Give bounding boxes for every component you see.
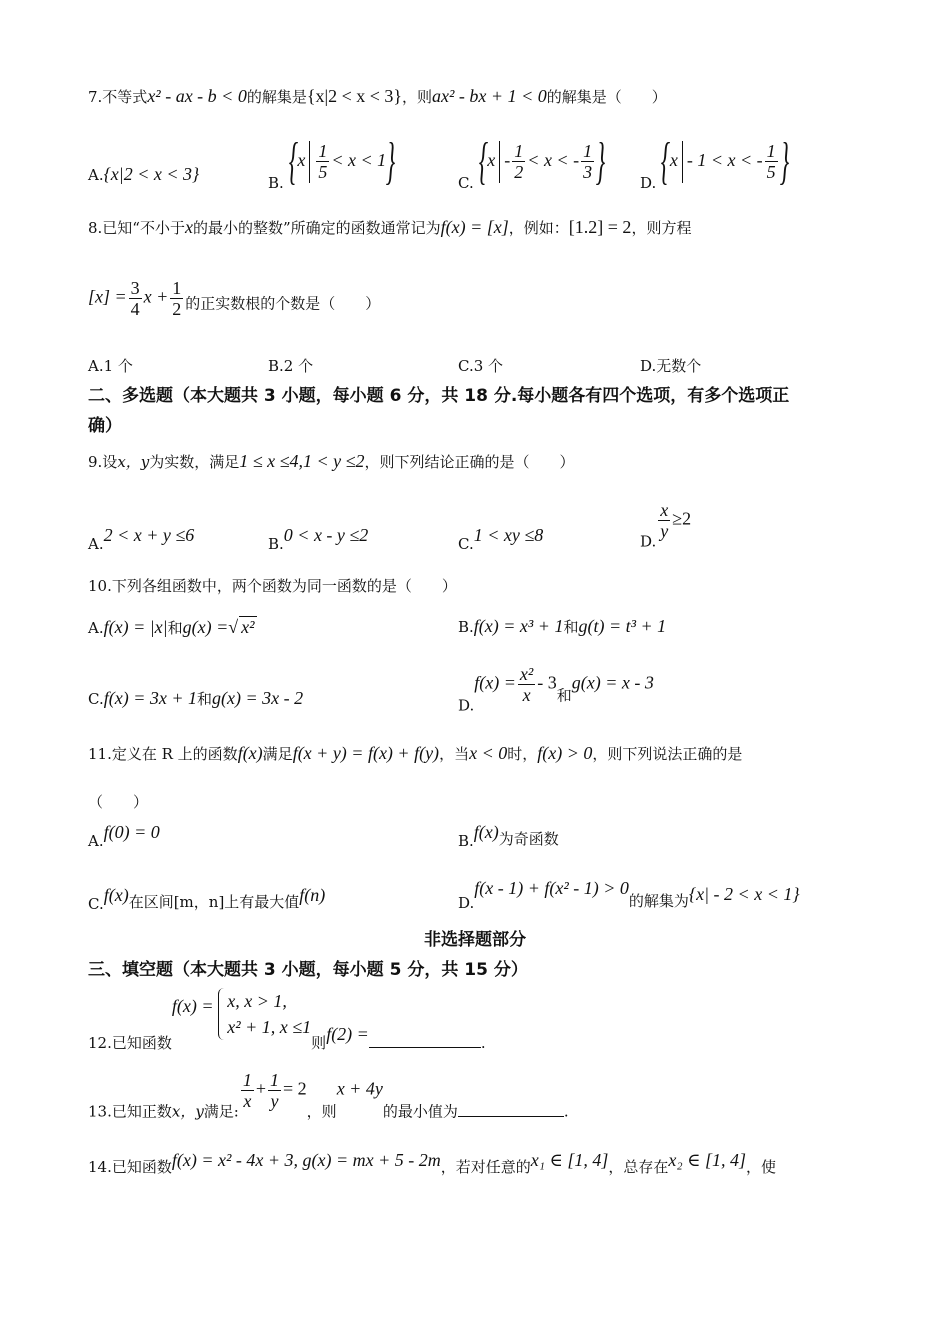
q11-option-b[interactable] <box>458 822 559 851</box>
q8-x: x <box>184 217 193 237</box>
q10-d-and: 和 <box>556 686 572 705</box>
q8-equation-line <box>88 278 380 319</box>
left-brace: { <box>478 132 488 190</box>
right-brace: } <box>779 132 789 190</box>
q8-mid: 的最小的整数”所确定的函数通常记为 <box>192 219 441 237</box>
q9-option-c-value: 1 < xy ≤8 <box>473 525 544 545</box>
q14-pre: 14.已知函数 <box>88 1158 172 1176</box>
q7-c-den1: 2 <box>514 162 524 183</box>
q7-option-c-value <box>479 130 605 192</box>
q13-num2: 1 <box>270 1070 280 1090</box>
q9-mid: 为实数，满足 <box>149 453 240 471</box>
q13-post: 的最小值为 <box>382 1102 458 1121</box>
q11-d-inequality: f(x - 1) + f(x² - 1) > 0 <box>474 878 629 898</box>
q14-x2: x₂ ∈ [1, 4] <box>668 1150 746 1170</box>
q11-option-c[interactable] <box>88 885 325 914</box>
q10-option-b[interactable] <box>458 616 666 637</box>
q14-post: ，使 <box>745 1158 776 1176</box>
q9-option-d-label: D. <box>640 532 657 551</box>
q9-option-c[interactable] <box>458 525 543 554</box>
q7-d-frac <box>765 141 778 182</box>
left-brace: { <box>660 132 671 190</box>
q9-vars: x，y <box>117 453 150 471</box>
q11-d-set: {x| - 2 < x < 1} <box>688 884 800 904</box>
q14-x1: x₁ ∈ [1, 4] <box>530 1150 609 1170</box>
right-brace: } <box>595 132 606 190</box>
q11-c-fn: f(n) <box>299 885 326 905</box>
q7-option-b-value <box>289 130 395 192</box>
q10-d-g: g(x) = x - 3 <box>571 672 654 693</box>
q8-num1: 3 <box>130 278 140 298</box>
q13-pre: 13.已知正数 <box>88 1102 172 1121</box>
q7-stem <box>88 86 667 107</box>
q7-pre: 7.不等式 <box>88 88 148 106</box>
q10-a-f: f(x) = |x| <box>103 617 168 637</box>
q7-c-frac1 <box>512 141 525 182</box>
q7-d-num: 1 <box>766 141 776 162</box>
q11-option-d[interactable] <box>458 878 800 913</box>
q8-stem <box>88 217 691 238</box>
q8-option-d[interactable]: D.无数个 <box>640 357 702 375</box>
q7-inequality: x² - ax - b < 0 <box>147 86 247 106</box>
q7-solution-set: {x|2 < x < 3} <box>306 86 403 106</box>
q12-fx: f(x) = <box>171 996 214 1016</box>
q9-option-a[interactable] <box>88 525 194 554</box>
q7-option-a[interactable] <box>88 164 199 185</box>
q10-b-and: 和 <box>563 618 579 636</box>
q12-case2: x² + 1, x ≤1 <box>227 1017 312 1037</box>
q12-answer-blank[interactable] <box>369 1033 481 1048</box>
q10-b-f: f(x) = x³ + 1 <box>473 616 564 636</box>
right-brace: } <box>385 132 396 190</box>
q9-d-tail: ≥2 <box>672 508 692 529</box>
q7-c-den2: 3 <box>583 162 593 183</box>
q7-option-d[interactable] <box>640 130 788 213</box>
q8-num2: 1 <box>172 278 182 298</box>
q11-option-c-label: C. <box>88 895 104 913</box>
q13-line <box>88 1070 569 1122</box>
q7-c-num1: 1 <box>514 141 524 162</box>
q8-frac1 <box>129 278 142 319</box>
q8-example: [1.2] = 2 <box>568 217 632 237</box>
q8-eq-x: x + <box>143 286 169 307</box>
q11-mid: 满足 <box>262 745 293 763</box>
q10-option-c[interactable] <box>88 688 303 709</box>
q9-option-b-label: B. <box>268 535 284 553</box>
q7-b-den: 5 <box>318 162 328 183</box>
q7-c-minus: - <box>504 150 511 170</box>
q9-d-num: x <box>660 500 669 520</box>
q10-a-g: g(x) = <box>182 617 229 637</box>
q11-option-b-label: B. <box>458 832 474 850</box>
q7-option-b[interactable] <box>268 130 395 213</box>
q10-d-den: x <box>522 685 531 705</box>
q11-equation: f(x + y) = f(x) + f(y) <box>292 743 440 763</box>
q9-option-c-label: C. <box>458 535 474 553</box>
q11-c-f: f(x) <box>103 885 129 905</box>
q8-frac2 <box>170 278 183 319</box>
q8-den2: 2 <box>172 299 182 319</box>
q10-option-b-label: B. <box>458 618 474 636</box>
q10-d-f: f(x) = <box>474 672 516 693</box>
q10-d-frac <box>518 664 535 705</box>
q12-line <box>88 988 486 1053</box>
q8-option-b[interactable]: B.2 个 <box>268 357 314 375</box>
q13-den1: x <box>243 1091 252 1111</box>
q9-option-a-label: A. <box>88 535 104 553</box>
q11-mid3: 时， <box>507 745 538 763</box>
q7-d-den: 5 <box>766 162 776 183</box>
q7-option-d-label: D. <box>640 174 657 192</box>
q10-d-tail: - 3 <box>537 672 557 693</box>
q11-b-f: f(x) <box>473 822 499 842</box>
q10-c-g: g(x) = 3x - 2 <box>212 688 304 708</box>
q7-b-frac <box>316 141 329 182</box>
q9-pre: 9.设 <box>88 453 118 471</box>
q7-mid2: ，则 <box>402 88 433 106</box>
q10-option-d-label: D. <box>458 696 475 715</box>
q12-ask: f(2) = <box>326 1024 369 1044</box>
q12-cases <box>218 988 311 1040</box>
q7-c-x: x <box>487 150 496 170</box>
q7-b-x: x <box>297 150 306 170</box>
q8-function: f(x) = [x] <box>440 217 509 237</box>
q9-option-b[interactable] <box>268 525 368 554</box>
q11-condition2: f(x) > 0 <box>537 743 593 763</box>
q14-mid: ，若对任意的 <box>440 1158 531 1176</box>
q14-mid2: ，总存在 <box>608 1158 669 1176</box>
q10-option-a-label: A. <box>88 619 104 637</box>
q10-option-a[interactable] <box>88 616 257 638</box>
q11-option-a-label: A. <box>88 832 104 850</box>
q10-b-g: g(t) = t³ + 1 <box>578 616 667 636</box>
q7-post: 的解集是（ ） <box>546 88 667 106</box>
q13-vars: x，y <box>171 1102 204 1121</box>
q10-c-f: f(x) = 3x + 1 <box>103 688 197 708</box>
q11-pre: 11.定义在 R 上的函数 <box>88 745 238 763</box>
q13-den2: y <box>270 1091 279 1111</box>
q11-stem <box>88 743 742 764</box>
q8-eq-post: 的正实数根的个数是（ ） <box>185 294 381 313</box>
q10-c-and: 和 <box>196 690 212 708</box>
section3-title: 三、填空题（本大题共 3 小题，每小题 5 分，共 15 分） <box>88 960 528 980</box>
q8-den1: 4 <box>130 299 140 319</box>
q10-option-c-label: C. <box>88 690 104 708</box>
q13-expr: x + 4y <box>336 1078 383 1099</box>
q9-d-den: y <box>660 521 669 541</box>
q13-answer-blank[interactable] <box>458 1102 564 1117</box>
q7-mid: 的解集是 <box>246 88 307 106</box>
q10-a-and: 和 <box>167 619 183 637</box>
q9-stem <box>88 451 575 472</box>
section2-title-line1: 二、多选题（本大题共 3 小题，每小题 6 分，共 18 分.每小题各有四个选项，有多个选项正 <box>88 386 790 406</box>
q7-d-mid: - 1 < x < - <box>686 150 763 170</box>
left-brace: { <box>288 132 298 190</box>
section2-title-line2: 确） <box>88 416 122 436</box>
q7-option-a-value: {x|2 < x < 3} <box>103 164 200 184</box>
q7-option-b-label: B. <box>268 174 284 192</box>
q11-option-a[interactable] <box>88 822 160 851</box>
q12-mid: 则 <box>311 1034 327 1052</box>
q7-inequality2: ax² - bx + 1 < 0 <box>432 86 547 106</box>
q10-a-radicand: x² <box>241 617 255 637</box>
q13-plus: + <box>255 1078 267 1099</box>
q11-paren: （ ） <box>88 793 149 811</box>
q11-c-text: 在区间[m，n]上有最大值 <box>128 893 300 911</box>
q12-case1: x, x > 1, <box>227 991 287 1011</box>
q8-option-c[interactable]: C.3 个 <box>458 357 504 375</box>
q7-option-a-label: A. <box>88 166 104 184</box>
q10-stem: 10.下列各组函数中，两个函数为同一函数的是（ ） <box>88 577 457 595</box>
q14-functions: f(x) = x² - 4x + 3, g(x) = mx + 5 - 2m <box>171 1150 441 1170</box>
q7-option-c-label: C. <box>458 174 474 192</box>
q11-post: ，则下列说法正确的是 <box>592 745 743 763</box>
q9-option-d[interactable] <box>640 500 691 552</box>
q7-c-frac2 <box>581 141 594 182</box>
q7-d-x: x <box>669 150 678 170</box>
q13-mid: 满足: <box>203 1102 239 1121</box>
q14-line <box>88 1150 776 1177</box>
q7-option-d-value <box>661 130 788 192</box>
q13-mid2: ，则 <box>306 1102 337 1121</box>
q10-d-num: x² <box>519 664 534 684</box>
q7-c-num2: 1 <box>583 141 593 162</box>
q7-c-mid: < x < - <box>527 150 580 170</box>
q9-d-frac <box>658 500 670 541</box>
q9-option-a-value: 2 < x + y ≤6 <box>103 525 195 545</box>
set-bar <box>682 141 683 183</box>
nonchoice-heading: 非选择题部分 <box>424 930 526 950</box>
q11-option-a-value: f(0) = 0 <box>103 822 160 842</box>
q8-option-a[interactable]: A.1 个 <box>88 357 133 375</box>
q13-eq: = 2 <box>283 1078 307 1099</box>
set-bar <box>309 141 310 183</box>
q13-frac1 <box>241 1070 254 1111</box>
sqrt-sign: √ <box>228 617 239 637</box>
q10-option-d[interactable] <box>458 664 654 716</box>
q11-mid2: ，当 <box>439 745 470 763</box>
q12-end: . <box>480 1034 486 1052</box>
q11-option-d-label: D. <box>458 894 475 912</box>
q11-b-text: 为奇函数 <box>498 830 559 848</box>
q11-condition: x < 0 <box>469 743 508 763</box>
q8-pre: 8.已知“不小于 <box>88 219 185 237</box>
q13-num1: 1 <box>242 1070 252 1090</box>
q7-b-num: 1 <box>318 141 328 162</box>
q13-end: . <box>563 1102 569 1121</box>
q11-fx: f(x) <box>237 743 263 763</box>
q13-frac2 <box>268 1070 281 1111</box>
q8-eq-lhs: [x] = <box>88 286 127 307</box>
set-bar <box>499 141 500 183</box>
q7-option-c[interactable] <box>458 130 605 213</box>
q8-post: ，则方程 <box>631 219 692 237</box>
q12-pre: 12.已知函数 <box>88 1034 172 1052</box>
q11-d-text: 的解集为 <box>628 892 689 910</box>
q7-b-tail: < x < 1 <box>331 150 387 170</box>
q9-option-b-value: 0 < x - y ≤2 <box>283 525 369 545</box>
q9-post: ，则下列结论正确的是（ ） <box>364 453 575 471</box>
q8-mid2: ，例如： <box>508 219 569 237</box>
q9-condition: 1 ≤ x ≤4,1 < y ≤2 <box>239 451 365 471</box>
